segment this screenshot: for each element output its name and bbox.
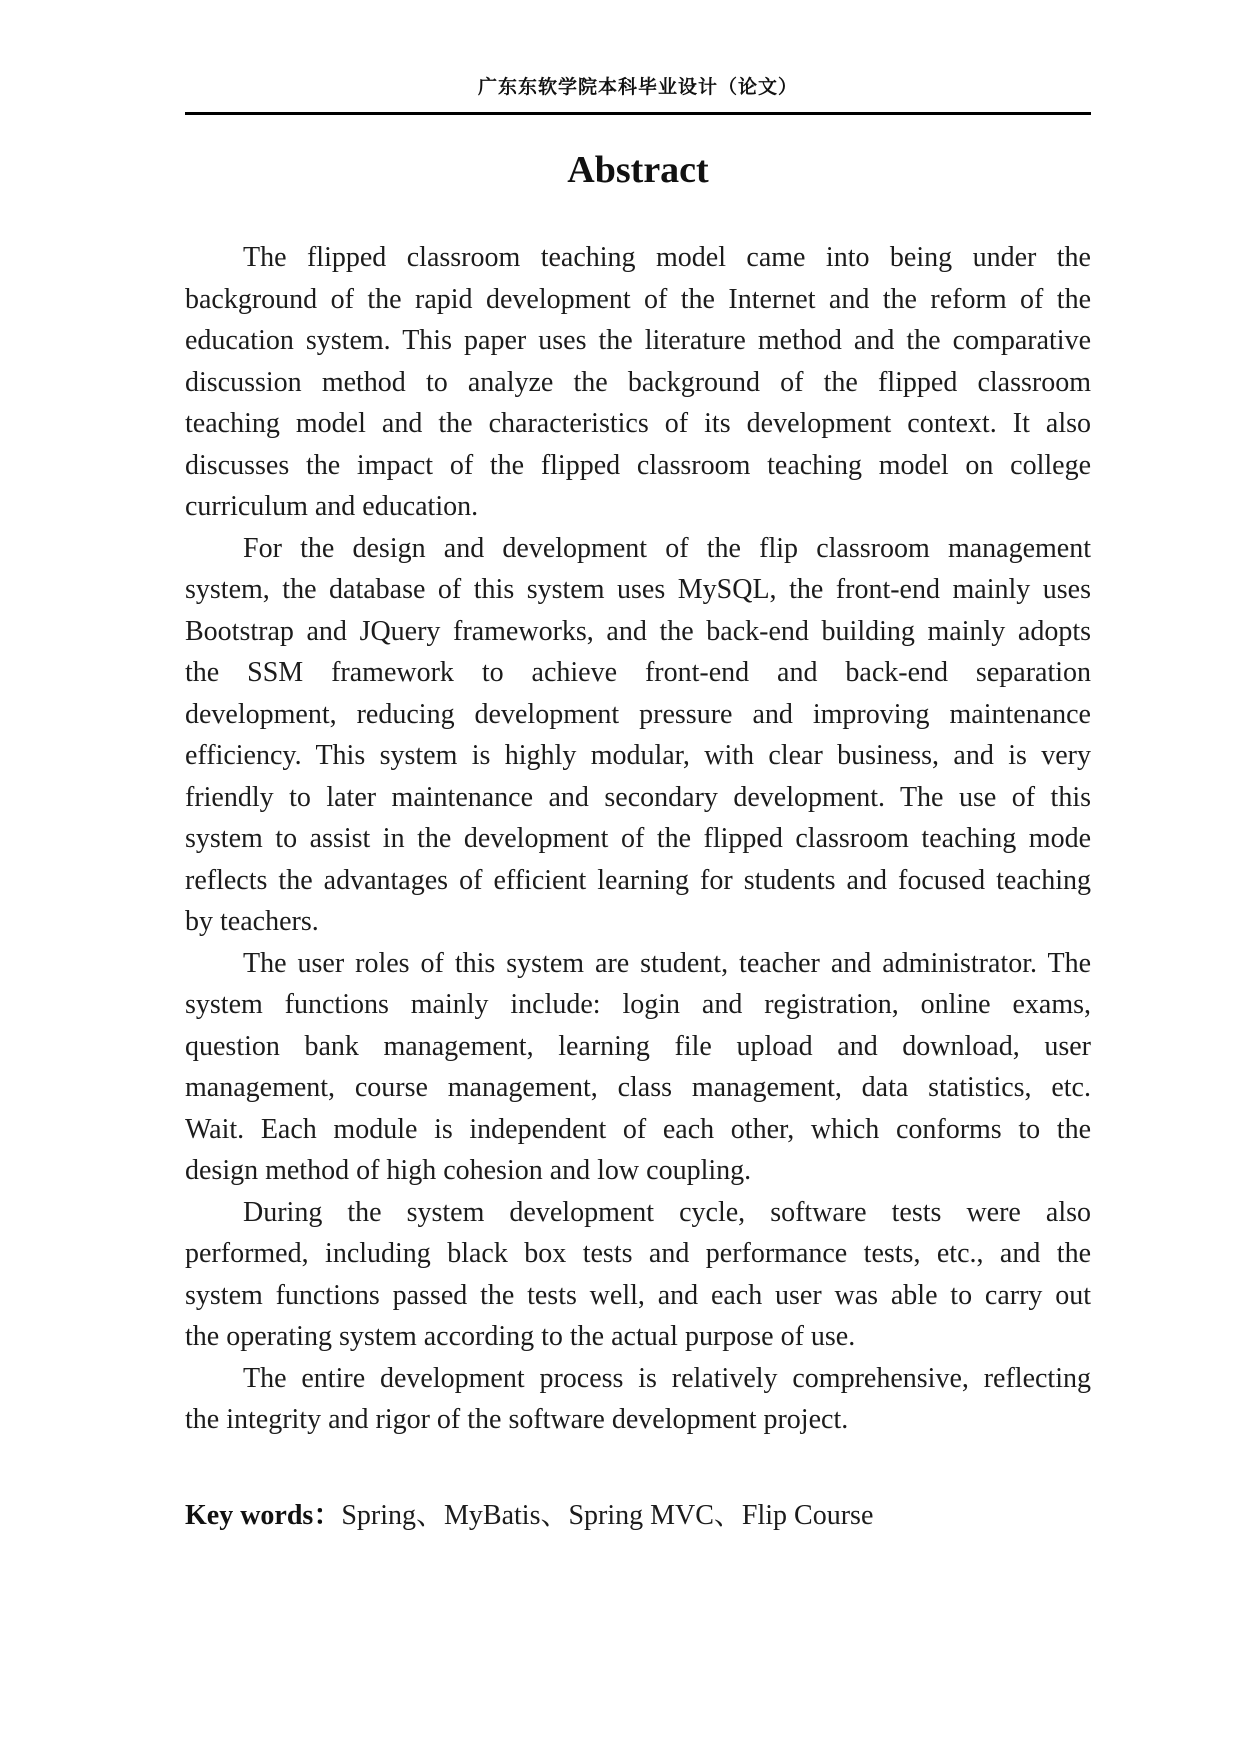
paragraph-line: friendly to later maintenance and secondary development. The use of this xyxy=(185,781,1091,813)
paragraph xyxy=(185,528,1091,943)
paragraph-line: reflects the advantages of efficient learning for students and focused teaching xyxy=(185,864,1091,896)
keywords-line xyxy=(185,1495,1091,1537)
paragraph xyxy=(185,1192,1091,1358)
header-title: 广东东软学院本科毕业设计（论文） xyxy=(477,77,798,98)
paragraph-line: For the design and development of the flip classroom management xyxy=(243,532,1091,564)
paragraph-line: design method of high cohesion and low coupling. xyxy=(185,1155,752,1186)
keywords-label: Key words： xyxy=(185,1499,342,1531)
paragraph-line: teaching model and the characteristics of its development context. It also xyxy=(185,408,1091,439)
paragraph xyxy=(185,237,1091,528)
paragraph-line: The flipped classroom teaching model came into being under the xyxy=(243,242,1091,273)
paragraph-line: Wait. Each module is independent of each other, which conforms to the xyxy=(185,1113,1091,1145)
page-title: Abstract xyxy=(567,149,709,191)
paragraph-line: The entire development process is relatively comprehensive, reflecting xyxy=(243,1362,1091,1394)
paragraph-line: During the system development cycle, software tests were also xyxy=(243,1196,1091,1228)
paragraph-line: development, reducing development pressure and improving maintenance xyxy=(185,698,1091,730)
paragraph-line: discussion method to analyze the background of the flipped classroom xyxy=(185,366,1091,398)
paragraph-line: background of the rapid development of the Internet and the reform of the xyxy=(185,283,1091,315)
paragraph-line: system functions passed the tests well, and each user was able to carry out xyxy=(185,1279,1091,1311)
paragraph-line: the integrity and rigor of the software development project. xyxy=(185,1404,849,1435)
keywords-value: Spring、MyBatis、Spring MVC、Flip Course xyxy=(341,1499,874,1531)
paragraph-line: system to assist in the development of the flipped classroom teaching mode xyxy=(185,823,1091,854)
paragraph-line: system, the database of this system uses MySQL, the front-end mainly uses xyxy=(185,574,1091,605)
paragraph-line: the SSM framework to achieve front-end and back-end separation xyxy=(185,657,1091,688)
paragraph-line: the operating system according to the actual purpose of use. xyxy=(185,1321,856,1352)
paragraph-line: performed, including black box tests and performance tests, etc., and the xyxy=(185,1238,1091,1269)
paragraph-line: system functions mainly include: login and registration, online exams, xyxy=(185,989,1091,1020)
paragraph-line: The user roles of this system are student, teacher and administrator. The xyxy=(243,947,1091,979)
abstract-body xyxy=(185,237,1091,1441)
paragraph-line: by teachers. xyxy=(185,906,319,937)
paragraph-line: Bootstrap and JQuery frameworks, and the back-end building mainly adopts xyxy=(185,615,1091,647)
paragraph xyxy=(185,943,1091,1192)
paragraph xyxy=(185,1358,1091,1441)
paragraph-line: discusses the impact of the flipped classroom teaching model on college xyxy=(185,449,1091,481)
paragraph-line: efficiency. This system is highly modular, with clear business, and is very xyxy=(185,740,1091,771)
paragraph-line: question bank management, learning file upload and download, user xyxy=(185,1030,1091,1062)
paragraph-line: education system. This paper uses the literature method and the comparative xyxy=(185,325,1091,356)
page-header xyxy=(185,76,1091,115)
paragraph-line: management, course management, class management, data statistics, etc. xyxy=(185,1072,1091,1103)
paragraph-line: curriculum and education. xyxy=(185,491,479,522)
